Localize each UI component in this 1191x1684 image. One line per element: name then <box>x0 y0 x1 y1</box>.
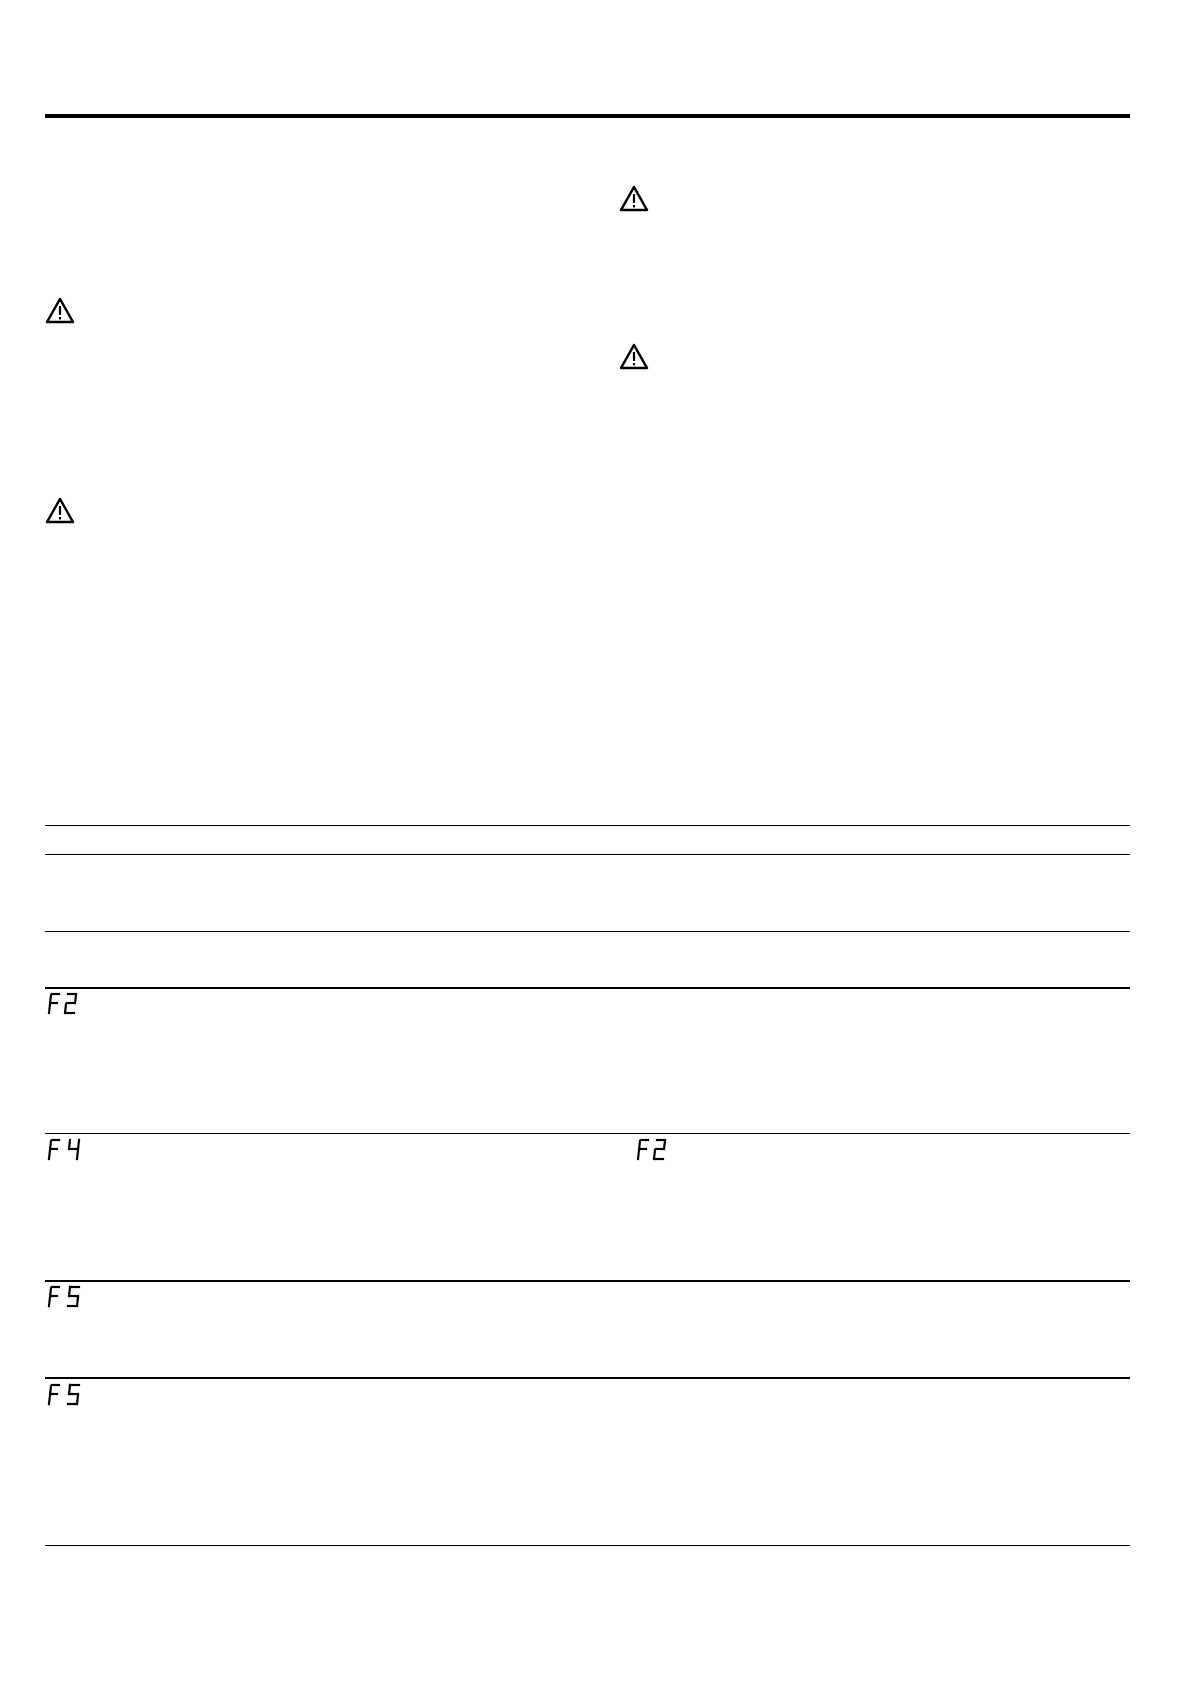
warning-triangle-icon <box>45 297 75 324</box>
table-row-rule <box>45 1133 1130 1134</box>
header-rule <box>45 114 1130 118</box>
error-code-glyph <box>636 1138 670 1162</box>
error-code-glyph <box>47 1138 83 1162</box>
error-code-glyph <box>47 992 81 1016</box>
error-code-glyph <box>47 1383 83 1407</box>
table-header-rule <box>45 854 1130 855</box>
error-code-glyph <box>47 1285 83 1309</box>
table-section-rule <box>45 1377 1130 1379</box>
table-bottom-rule <box>45 1545 1130 1546</box>
warning-triangle-icon <box>619 343 649 370</box>
table-section-rule <box>45 987 1130 989</box>
table-row-rule <box>45 931 1130 932</box>
warning-triangle-icon <box>45 497 75 524</box>
table-top-rule <box>45 825 1130 826</box>
warning-triangle-icon <box>619 185 649 212</box>
table-section-rule <box>45 1280 1130 1282</box>
